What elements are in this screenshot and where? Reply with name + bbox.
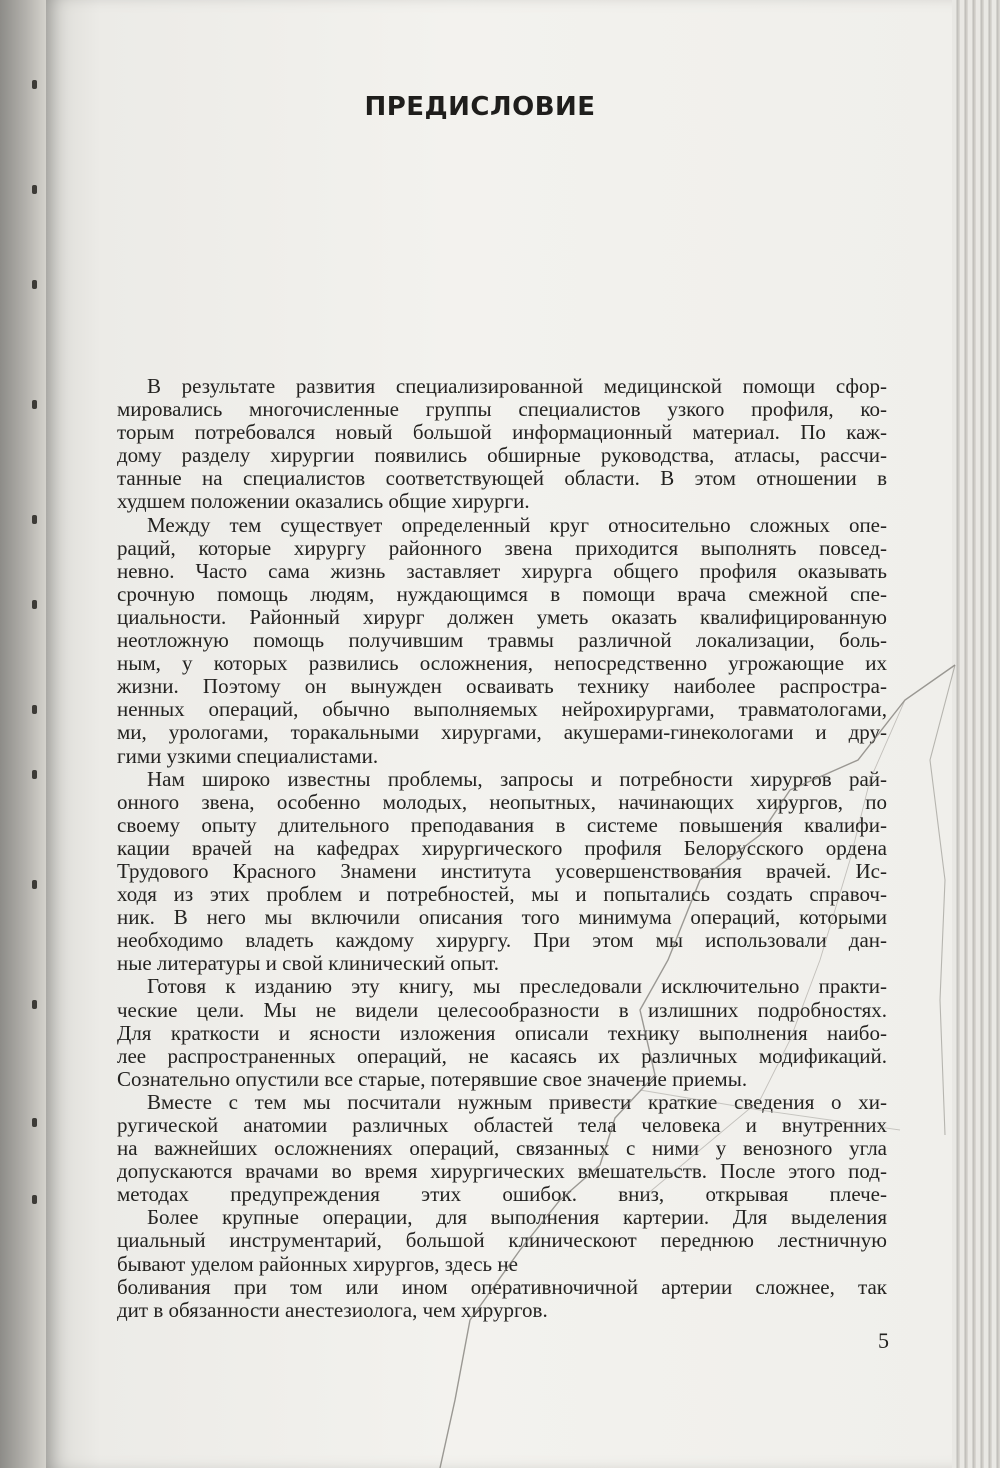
text-line: Более крупные операции, для выполнения картерии. Для выделения <box>147 1205 887 1230</box>
text-line: Готовя к изданию эту книгу, мы преследовали исключительно практи- <box>147 974 887 999</box>
binding-stitch <box>32 1195 37 1204</box>
text-line: ненных операций, обычно выполняемых нейрохирургами, травматологами, <box>117 697 887 722</box>
text-line: боливания при том или ином оперативночичной артерии сложнее, так <box>117 1274 887 1299</box>
text-line: ные литературы и свой клинический опыт. <box>117 951 499 976</box>
book-binding-edge <box>0 0 48 1468</box>
text-line: срочную помощь людям, нуждающимся в помощи врача смежной спе- <box>117 581 887 606</box>
page-heading: ПРЕДИСЛОВИЕ <box>364 92 596 122</box>
binding-stitch <box>32 770 37 779</box>
text-line: ругической анатомии различных областей тела человека и внутренних <box>117 1113 887 1137</box>
binding-stitch <box>32 400 37 409</box>
text-line: онного звена, особенно молодых, неопытных, начинающих хирургов, по <box>117 789 887 814</box>
text-line: на важнейших осложнениях операций, связанных с ними у венозного угла <box>117 1136 887 1161</box>
text-line: мировались многочисленные группы специалистов узкого профиля, ко- <box>117 397 887 422</box>
binding-stitch <box>32 880 37 889</box>
text-line: гими узкими специалистами. <box>117 743 379 768</box>
page-stack-edge <box>952 0 1000 1468</box>
text-line: дому разделу хирургии появились обширные руководства, атласы, рассчи- <box>117 443 887 468</box>
text-line: Трудового Красного Знамени института усовершенствования врачей. Ис- <box>117 858 887 883</box>
text-line: Нам широко известны проблемы, запросы и потребности хирургов рай- <box>147 766 887 791</box>
binding-stitch <box>32 280 37 289</box>
binding-stitch <box>32 705 37 714</box>
text-line: Вместе с тем мы посчитали нужным привести краткие сведения о хи- <box>147 1089 887 1114</box>
text-line: неотложную помощь получившим травмы различной локализации, боль- <box>117 628 887 653</box>
binding-stitch <box>32 1000 37 1009</box>
page-number: 5 <box>878 1328 889 1353</box>
binding-stitch <box>32 515 37 524</box>
text-line: раций, которые хирургу районного звена приходится выполнять повсед- <box>117 535 887 560</box>
text-line: допускаются врачами во время хирургических вмешательств. После этого под- <box>117 1159 887 1184</box>
binding-stitch <box>32 185 37 194</box>
text-line: циальности. Районный хирург должен уметь оказать квалифицированную <box>117 604 887 629</box>
binding-stitch <box>32 1118 37 1127</box>
body-text <box>117 375 887 1322</box>
text-line: ми, урологами, торакальными хирургами, акушерами-гинекологами и дру- <box>117 720 887 745</box>
text-line: жизни. Поэтому он вынужден осваивать технику наиболее распростра- <box>117 674 887 699</box>
text-line: ческие цели. Мы не видели целесообразности в излишних подробностях. <box>117 997 887 1022</box>
text-line: дит в обязанности анестезиолога, чем хирургов. <box>117 1297 548 1322</box>
text-line: лее распространенных операций, не касаясь их различных модификаций. <box>117 1043 887 1068</box>
text-line: Для краткости и ясности изложения описали технику выполнения наибо- <box>117 1020 887 1045</box>
text-line: циальный инструментарий, большой клиническоют переднюю лестничную <box>117 1228 887 1253</box>
text-line: торым потребовался новый большой информационный материал. По каж- <box>117 420 887 445</box>
text-line: Между тем существует определенный круг относительно сложных опе- <box>147 512 887 537</box>
text-line: Сознательно опустили все старые, потерявшие свое значение приемы. <box>117 1066 748 1091</box>
text-line: кации врачей на кафедрах хирургического профиля Белорусского ордена <box>117 835 887 860</box>
text-line: методах предупреждения этих ошибок. вниз, открывая плече- <box>117 1182 887 1207</box>
text-line: ходя из этих проблем и потребностей, мы и попытались создать справоч- <box>117 882 887 907</box>
text-line: ник. В него мы включили описания того минимума операций, которыми <box>117 905 887 930</box>
text-line: танные на специалистов соответствующей области. В этом отношении в <box>117 466 887 491</box>
binding-stitch <box>32 80 37 89</box>
text-line: невно. Часто сама жизнь заставляет хирурга общего профиля оказывать <box>117 558 887 583</box>
text-line: худшем положении оказались общие хирурги. <box>117 489 530 514</box>
text-line: необходимо владеть каждому хирургу. При этом мы использовали дан- <box>117 928 887 953</box>
text-line: ным, у которых развились осложнения, непосредственно угрожающие их <box>117 651 887 676</box>
text-line: В результате развития специализированной медицинской помощи сфор- <box>147 374 887 398</box>
text-line: своему опыту длительного преподавания в системе повышения квалифи- <box>117 812 887 837</box>
binding-stitch <box>32 600 37 609</box>
text-line: бывают уделом районных хирургов, здесь не <box>117 1251 518 1276</box>
